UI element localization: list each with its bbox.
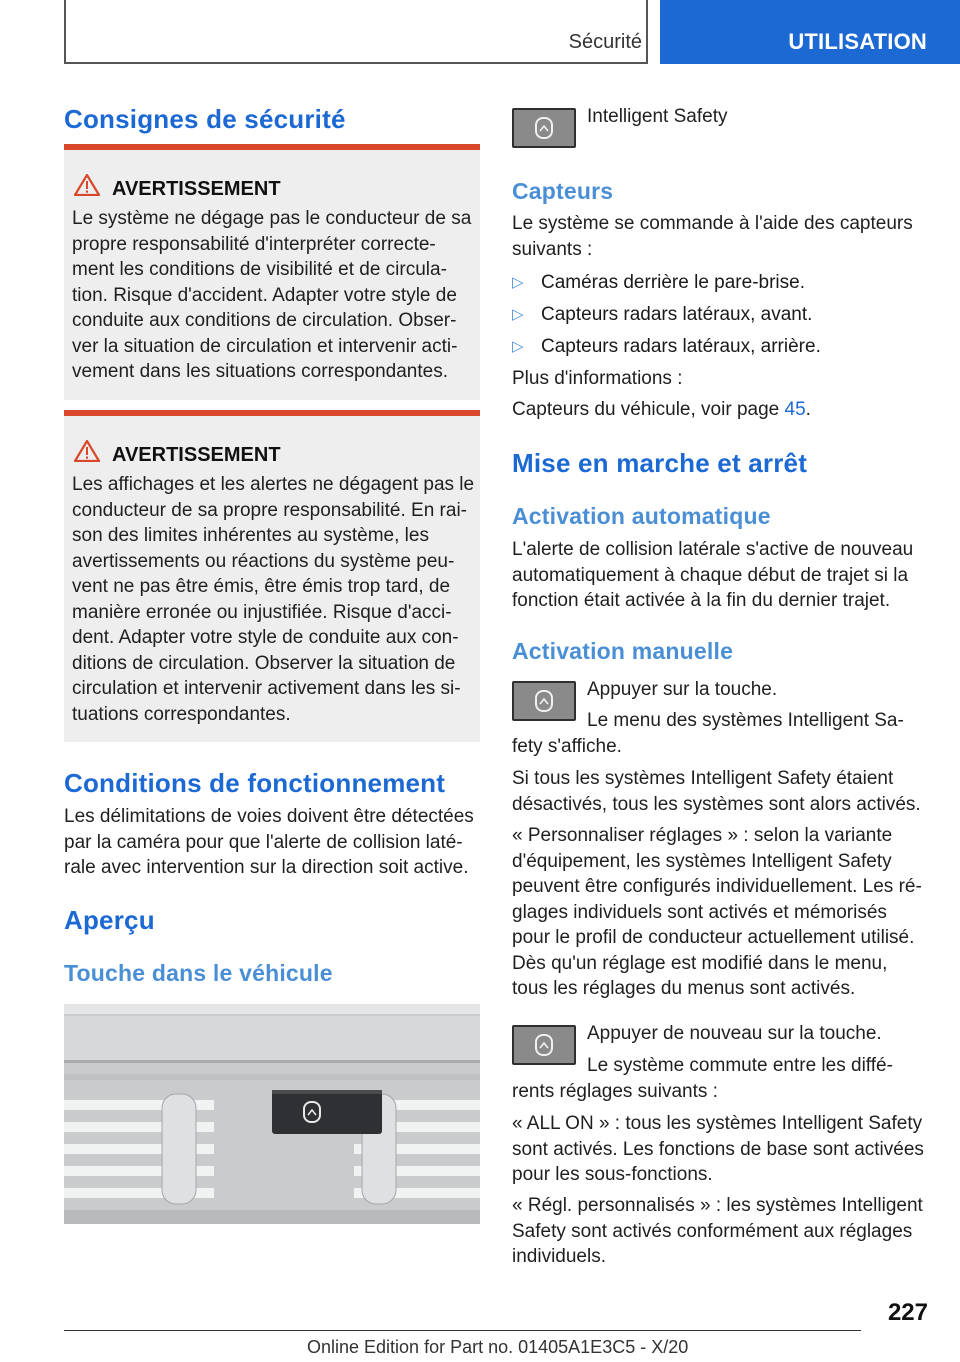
heading-activation-auto: Activation automatique (512, 503, 771, 529)
more-info-label: Plus d'informations : (512, 368, 683, 389)
heading-apercu: Aperçu (64, 905, 155, 935)
regl-perso-paragraph: « Régl. personnalisés » : les systèmes Intelligent Safety sont activés conformément aux réglages individuels. (512, 1195, 923, 1267)
commute-line-2: rents réglages suivants : (512, 1081, 718, 1102)
press-again-text: Appuyer de nouveau sur la touche. (587, 1023, 882, 1044)
intelligent-safety-button-icon (512, 1025, 576, 1065)
warning-triangle-icon (74, 440, 100, 467)
menu-displayed-line-2: fety s'affiche. (512, 736, 622, 757)
capteurs-intro: Le système se commande à l'aide des capteurs suivants : (512, 213, 913, 260)
page-number: 227 (887, 1299, 928, 1326)
warning-box-1 (64, 144, 480, 400)
header-chapter-tab: UTILISATION (660, 0, 960, 64)
all-on-paragraph: « ALL ON » : tous les systèmes Intelligent Safety sont activés. Les fonctions de base sont activées pour les sous-fonctions. (512, 1113, 924, 1185)
heading-activation-manuelle: Activation manuelle (512, 638, 734, 664)
warning-2-text: Les affichages et les alertes ne dégagent pas le conducteur de sa propre responsabilité. En rai- son des limites inhérentes au système, les avertissements ou réactions du système peu- vent ne pas être émis, être émis trop tard, de manière erronée ou injustifiée. Risque d'acci- dent. Adapter votre style de conduite aux con- ditions de circulation. Observer la situation de circulation et intervenir activement dans les si- tuations correspondantes. (72, 474, 475, 725)
vehicle-button-photo (64, 1004, 480, 1224)
press-button-text: Appuyer sur la touche. (587, 679, 778, 700)
warning-2-title: AVERTISSEMENT (112, 444, 281, 466)
heading-safety: Consignes de sécurité (64, 104, 346, 134)
heading-mise-en-marche: Mise en marche et arrêt (512, 448, 808, 478)
menu-displayed-line-1: Le menu des systèmes Intelligent Sa- (587, 710, 904, 731)
footer-edition: Online Edition for Part no. 01405A1E3C5 - X/20 (307, 1337, 689, 1357)
intelligent-safety-button-icon (512, 681, 576, 721)
warning-box-2 (64, 410, 480, 742)
header-section-title: Sécurité (568, 31, 642, 53)
personnaliser-paragraph: « Personnaliser réglages » : selon la variante d'équipement, les systèmes Intelligent Safety peuvent être configurés individuellement. Les ré- glages individuels sont activés et mémorisés pour le profil de conducteur actuellement utilisé. Dès qu'un réglage est modifié dans le menu, tous les réglages du menus sont activés. (512, 825, 922, 999)
auto-paragraph: L'alerte de collision latérale s'active de nouveau automatiquement à chaque début de trajet si la fonction était activée à la fin du dernier trajet. (512, 539, 914, 611)
warning-1-text: Le système ne dégage pas le conducteur de sa propre responsabilité d'interpréter correcte- ment les conditions de visibilité et de circula- tion. Risque d'accident. Adapter votre style de conduite aux conditions de circulation. Obser- ver la situation de circulation et intervenir acti- vement dans les situations correspondantes. (72, 208, 472, 382)
see-page-reference: Capteurs du véhicule, voir page 45. (512, 399, 811, 420)
warning-1-title: AVERTISSEMENT (112, 178, 281, 200)
page-link[interactable]: 45 (784, 399, 806, 420)
bullet-triangle-icon: ▷ (512, 338, 524, 355)
footer-divider (64, 1330, 861, 1331)
commute-line-1: Le système commute entre les diffé- (587, 1055, 893, 1076)
bullet-triangle-icon: ▷ (512, 274, 524, 291)
heading-touche: Touche dans le véhicule (64, 960, 333, 986)
heading-conditions: Conditions de fonctionnement (64, 768, 446, 798)
intelligent-safety-button-icon (512, 108, 576, 148)
warning-triangle-icon (74, 174, 100, 201)
conditions-paragraph: Les délimitations de voies doivent être détectées par la caméra pour que l'alerte de collision laté- rale avec intervention sur la direction soit active. (64, 806, 474, 878)
heading-capteurs: Capteurs (512, 178, 614, 204)
bullet-triangle-icon: ▷ (512, 306, 524, 323)
all-systems-paragraph: Si tous les systèmes Intelligent Safety étaient désactivés, tous les systèmes sont alors activés. (512, 768, 921, 815)
intelligent-safety-label: Intelligent Safety (587, 106, 728, 127)
